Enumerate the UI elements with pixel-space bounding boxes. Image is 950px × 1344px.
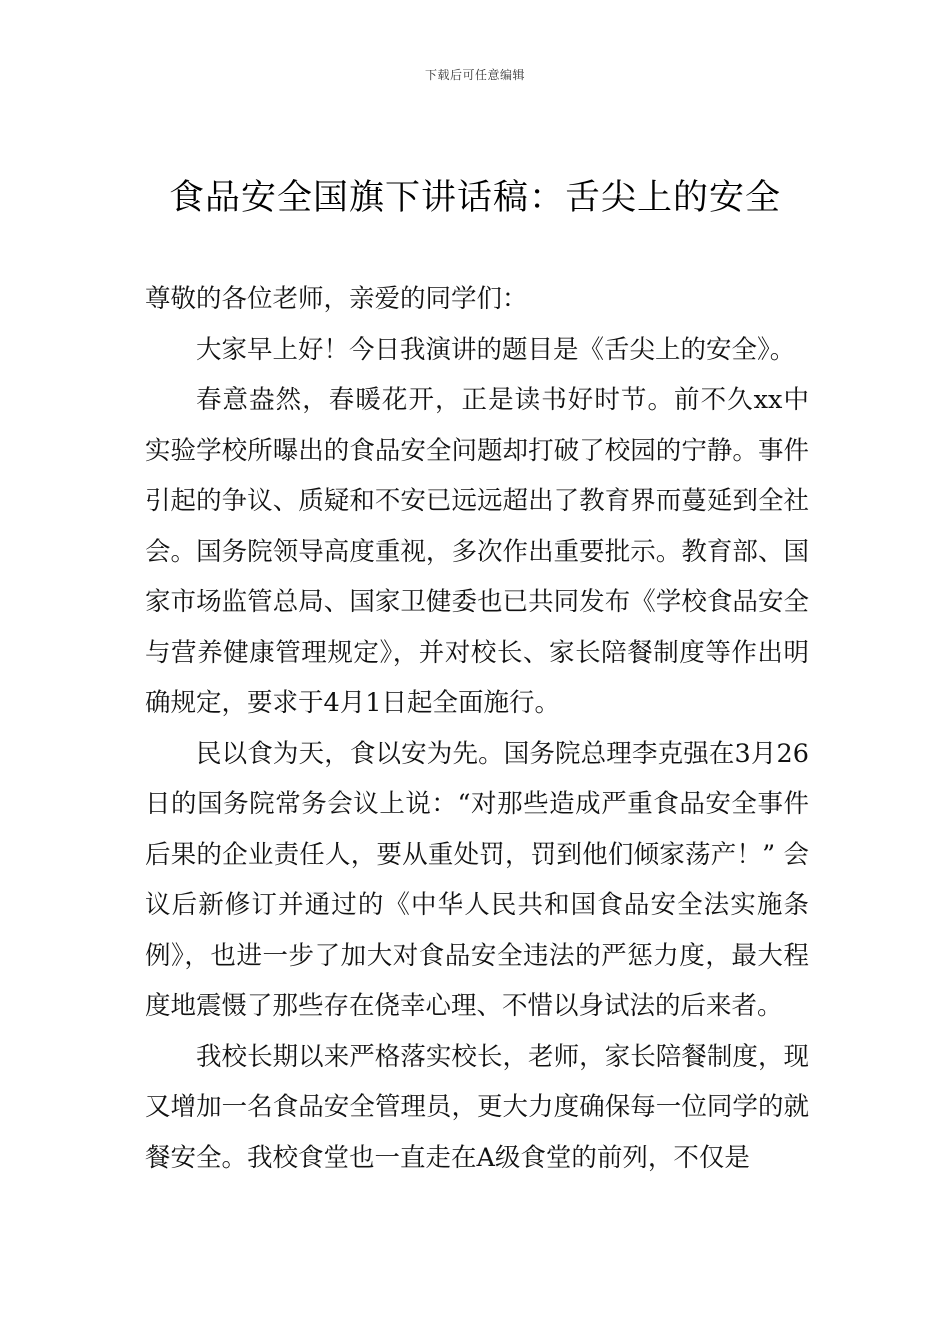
header-note: 下载后可任意编辑 <box>424 68 525 82</box>
salutation: 尊敬的各位老师，亲爱的同学们： <box>145 284 528 314</box>
paragraph-greeting: 大家早上好！今日我演讲的题目是《舌尖上的安全》。 <box>196 334 796 365</box>
document-body <box>145 274 809 1183</box>
paragraph-policy: 民以食为天，食以安为先。国务院总理李克强在3月26日的国务院常务会议上说：“对那些造成严重食品安全事件后果的企业责任人，要从重处罚，罚到他们倾家荡产！” 会议后新修订并通过的《中华人民共和国食品安全法实施条例》，也进一步了加大对食品安全违法的严惩力度，最大程度地震慑了那些存在侥幸心理、不惜以身试法的后来者。 <box>145 738 809 1021</box>
paragraph-school-measures: 我校长期以来严格落实校长，老师，家长陪餐制度，现又增加一名食品安全管理员，更大力度确保每一位同学的就餐安全。我校食堂也一直走在A级食堂的前列，不仅是 <box>145 1041 809 1173</box>
paragraph-background: 春意盎然，春暖花开，正是读书好时节。前不久xx中实验学校所曝出的食品安全问题却打破了校园的宁静。事件引起的争议、质疑和不安已远远超出了教育界而蔓延到全社会。国务院领导高度重视，多次作出重要批示。教育部、国家市场监管总局、国家卫健委也已共同发布《学校食品安全与营养健康管理规定》，并对校长、家长陪餐制度等作出明确规定，要求于4月1日起全面施行。 <box>145 385 809 718</box>
document-title: 食品安全国旗下讲话稿：舌尖上的安全 <box>168 178 781 218</box>
